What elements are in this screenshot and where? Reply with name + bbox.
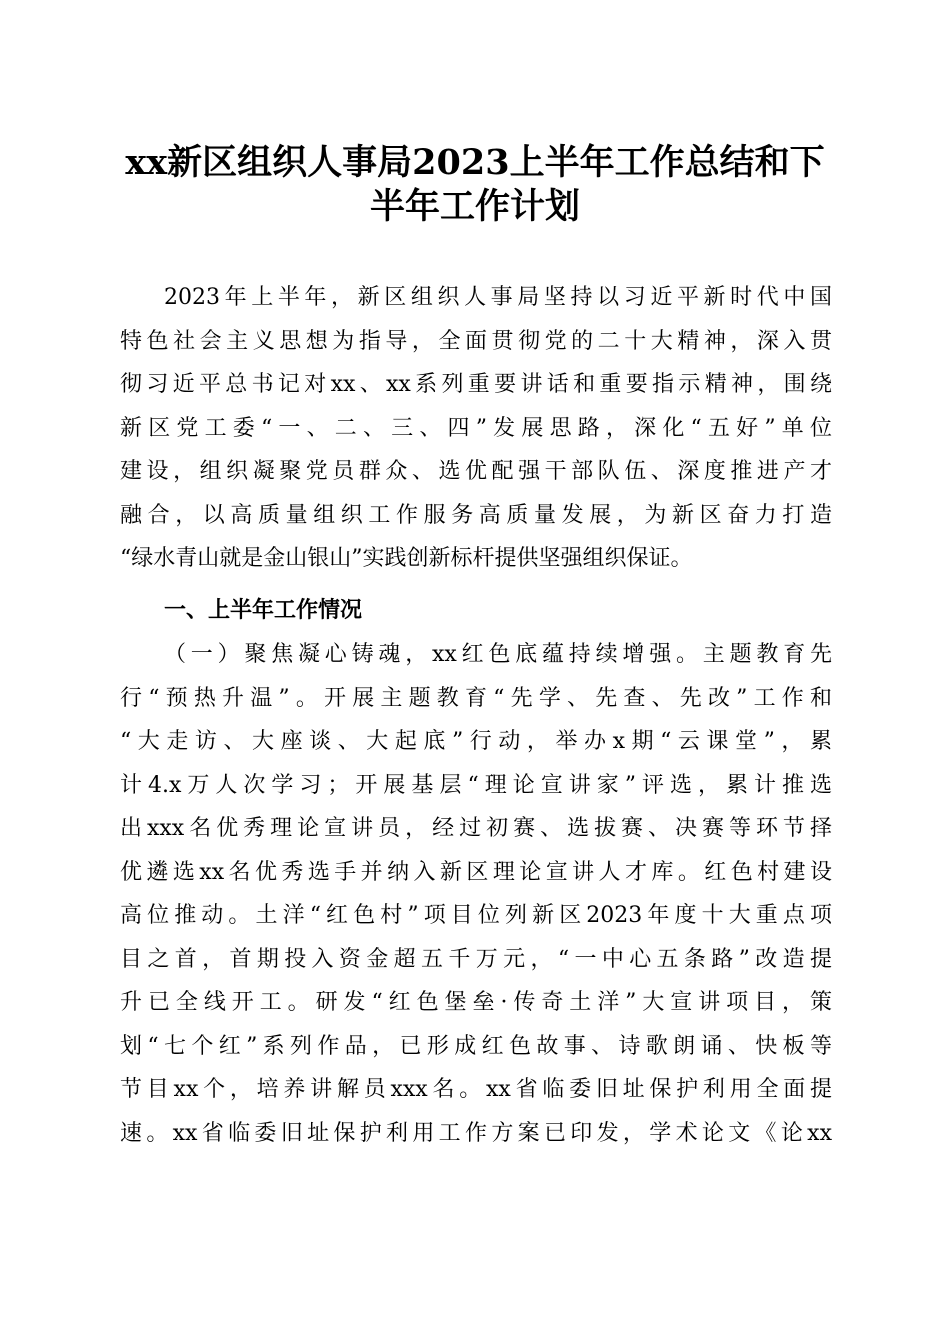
paragraph-line: 新区党工委“一、二、三、四”发展思路，深化“五好”单位	[120, 415, 832, 441]
section-heading: 一、上半年工作情况	[164, 598, 363, 623]
paragraph-line: 特色社会主义思想为指导，全面贯彻党的二十大精神，深入贯	[120, 328, 832, 354]
title-line: xx新区组织人事局2023上半年工作总结和下	[125, 142, 825, 183]
paragraph-line: 2023年上半年，新区组织人事局坚持以习近平新时代中国	[164, 285, 832, 310]
paragraph-line: 速。xx省临委旧址保护利用工作方案已印发，学术论文《论xx	[120, 1120, 832, 1146]
paragraph-line: 建设，组织凝聚党员群众、选优配强干部队伍、深度推进产才	[120, 459, 832, 484]
section-heading-block	[120, 589, 832, 633]
paragraph-line: 融合，以高质量组织工作服务高质量发展，为新区奋力打造	[120, 502, 832, 528]
paragraph-line: 升已全线开工。研发“红色堡垒·传奇土洋”大宣讲项目，策	[120, 990, 832, 1015]
paragraph-line: 节目xx个，培养讲解员xxx名。xx省临委旧址保护利用全面提	[120, 1077, 832, 1102]
paragraph-line: 计4.x万人次学习；开展基层“理论宣讲家”评选，累计推选	[120, 772, 832, 798]
paragraph-line: 出xxx名优秀理论宣讲员，经过初赛、选拔赛、决赛等环节择	[120, 816, 832, 841]
paragraph-line: 高位推动。土洋“红色村”项目位列新区2023年度十大重点项	[120, 903, 832, 928]
paragraph-line: 行“预热升温”。开展主题教育“先学、先查、先改”工作和	[120, 685, 832, 711]
subsection-paragraph	[120, 633, 832, 1155]
paragraph-line: （一）聚焦凝心铸魂，xx红色底蕴持续增强。主题教育先	[164, 642, 832, 667]
title-line: 半年工作计划	[369, 185, 580, 227]
paragraph-line: 优遴选xx名优秀选手并纳入新区理论宣讲人才库。红色村建设	[120, 859, 832, 885]
paragraph-line: 目之首，首期投入资金超五千万元，“一中心五条路”改造提	[120, 946, 832, 972]
document-title	[100, 140, 850, 227]
intro-paragraph	[120, 276, 832, 581]
paragraph-line: “大走访、大座谈、大起底”行动，举办x期“云课堂”，累	[120, 729, 832, 754]
paragraph-line: “绿水青山就是金山银山”实践创新标杆提供坚强组织保证。	[120, 546, 693, 571]
paragraph-line: 彻习近平总书记对xx、xx系列重要讲话和重要指示精神，围绕	[120, 372, 832, 397]
paragraph-line: 划“七个红”系列作品，已形成红色故事、诗歌朗诵、快板等	[120, 1033, 832, 1059]
